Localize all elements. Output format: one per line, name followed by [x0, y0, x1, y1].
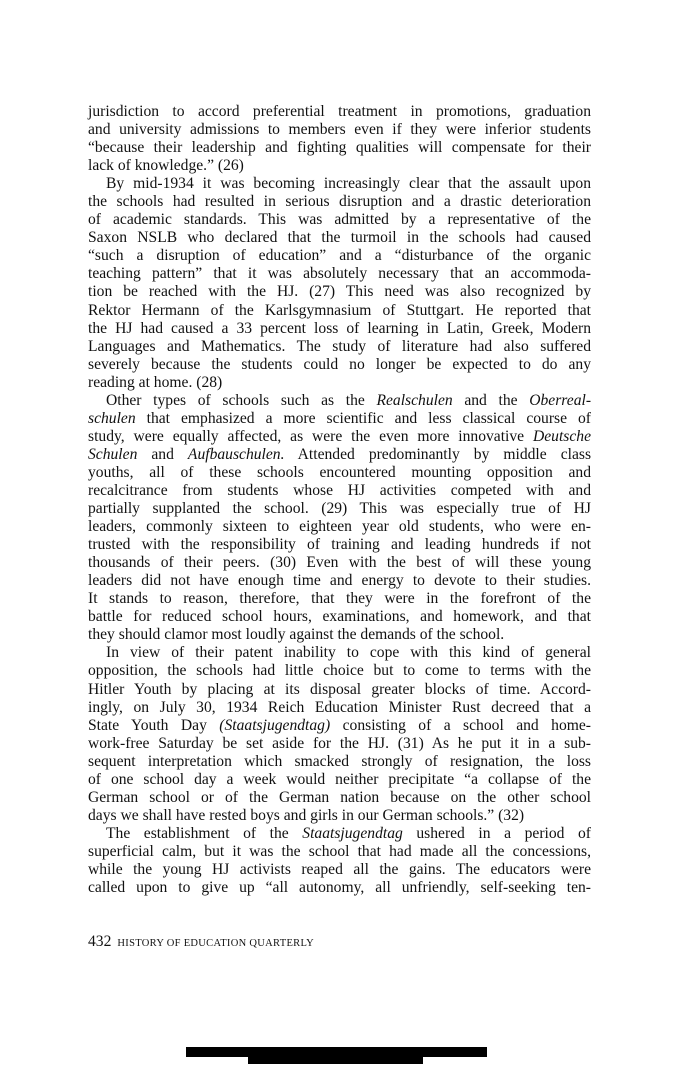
page-number: 432 — [88, 933, 112, 950]
text-line: German school or of the German nation because on the other school — [88, 788, 591, 806]
text-line: days we shall have rested boys and girls in our German schools.” (32) — [88, 806, 525, 824]
text-run: ushered in a period of — [402, 824, 591, 842]
german-term: Aufbauschulen. — [187, 445, 285, 463]
text-line: and university admissions to members even if they were inferior students — [88, 121, 591, 139]
text-line: sequent interpretation which smacked strongly of resignation, the loss — [88, 752, 591, 770]
text-line: teaching pattern” that it was absolutely necessary that an accommoda- — [88, 265, 591, 283]
text-line: partially supplanted the school. (29) This was especially true of HJ — [88, 500, 591, 518]
text-line: “such a disruption of education” and a “disturbance of the organic — [88, 247, 591, 265]
text-line: ingly, on July 30, 1934 Reich Education Minister Rust decreed that a — [88, 698, 591, 716]
text-run: Other types of schools such as the — [106, 391, 377, 409]
text-line: leaders, commonly sixteen to eighteen year old students, who were en- — [88, 518, 591, 536]
text-line: while the young HJ activists reaped all the gains. The educators were — [88, 860, 591, 878]
text-line: called upon to give up “all autonomy, all unfriendly, self-seeking ten- — [88, 879, 591, 897]
text-line: severely because the students could no longer be expected to do any — [88, 355, 591, 373]
text-line: superficial calm, but it was the school that had made all the concessions, — [88, 842, 591, 860]
text-line: Rektor Hermann of the Karlsgymnasium of Stuttgart. He reported that — [88, 301, 591, 319]
text-run: The establishment of the — [106, 824, 303, 842]
text-line: of one school day a week would neither precipitate “a collapse of the — [88, 770, 591, 788]
page-footer — [88, 933, 314, 951]
german-term: (Staatsjugendtag) — [219, 716, 331, 734]
german-term: Schulen — [88, 445, 138, 463]
redaction-bar-tail — [248, 1055, 423, 1064]
text-line: reading at home. (28) — [88, 373, 223, 391]
text-line: the HJ had caused a 33 percent loss of learning in Latin, Greek, Modern — [88, 319, 591, 337]
text-line: jurisdiction to accord preferential treatment in promotions, graduation — [88, 103, 591, 120]
text-line: lack of knowledge.” (26) — [88, 157, 244, 175]
text-line: thousands of their peers. (30) Even with the best of will these young — [88, 554, 591, 572]
text-line — [88, 392, 591, 410]
text-line: Saxon NSLB who declared that the turmoil in the schools had caused — [88, 229, 591, 247]
text-run: and the — [452, 391, 530, 409]
text-line: leaders did not have enough time and energy to devote to their studies. — [88, 572, 591, 590]
text-line: Languages and Mathematics. The study of literature had also suffered — [88, 337, 591, 355]
text-line: recalcitrance from students whose HJ activities competed with and — [88, 481, 591, 499]
journal-title: HISTORY OF EDUCATION QUARTERLY — [117, 938, 315, 949]
text-line: In view of their patent inability to cope with this kind of general — [106, 644, 591, 662]
text-line: the schools had resulted in serious disruption and a drastic deterioration — [88, 193, 591, 211]
german-term: Oberreal- — [529, 391, 592, 409]
text-line: By mid-1934 it was becoming increasingly clear that the assault upon — [106, 175, 591, 193]
text-line: trusted with the responsibility of training and leading hundreds if not — [88, 536, 591, 554]
german-term: Realschulen — [376, 391, 453, 409]
text-line: they should clamor most loudly against the demands of the school. — [88, 626, 505, 644]
text-run: and — [137, 445, 188, 463]
text-line — [88, 410, 591, 428]
body-text — [88, 103, 591, 897]
text-line: opposition, the schools had little choice but to come to terms with the — [88, 662, 591, 680]
text-line: work-free Saturday be set aside for the HJ. (31) As he put it in a sub- — [88, 734, 591, 752]
text-line: battle for reduced school hours, examinations, and homework, and that — [88, 608, 591, 626]
text-line: Hitler Youth by placing at its disposal greater blocks of time. Accord- — [88, 680, 591, 698]
text-line — [88, 717, 591, 735]
text-run: study, were equally affected, as were the even more innovative — [88, 427, 533, 445]
german-term: Deutsche — [532, 427, 591, 445]
german-term: schulen — [88, 409, 136, 427]
text-line — [88, 428, 591, 446]
text-line — [88, 446, 591, 464]
text-line — [88, 825, 591, 843]
text-run: State Youth Day — [88, 716, 220, 734]
text-line: of academic standards. This was admitted by a representative of the — [88, 211, 591, 229]
text-line: “because their leadership and fighting qualities will compensate for their — [88, 139, 591, 157]
text-line: It stands to reason, therefore, that they were in the forefront of the — [88, 590, 591, 608]
text-line: youths, all of these schools encountered mounting opposition and — [88, 463, 591, 481]
text-line: tion be reached with the HJ. (27) This need was also recognized by — [88, 283, 591, 301]
text-run: consisting of a school and home- — [330, 716, 591, 734]
german-term: Staatsjugendtag — [302, 824, 403, 842]
text-run: that emphasized a more scientific and less classical course of — [135, 409, 591, 427]
text-run: Attended predominantly by middle class — [284, 445, 592, 463]
